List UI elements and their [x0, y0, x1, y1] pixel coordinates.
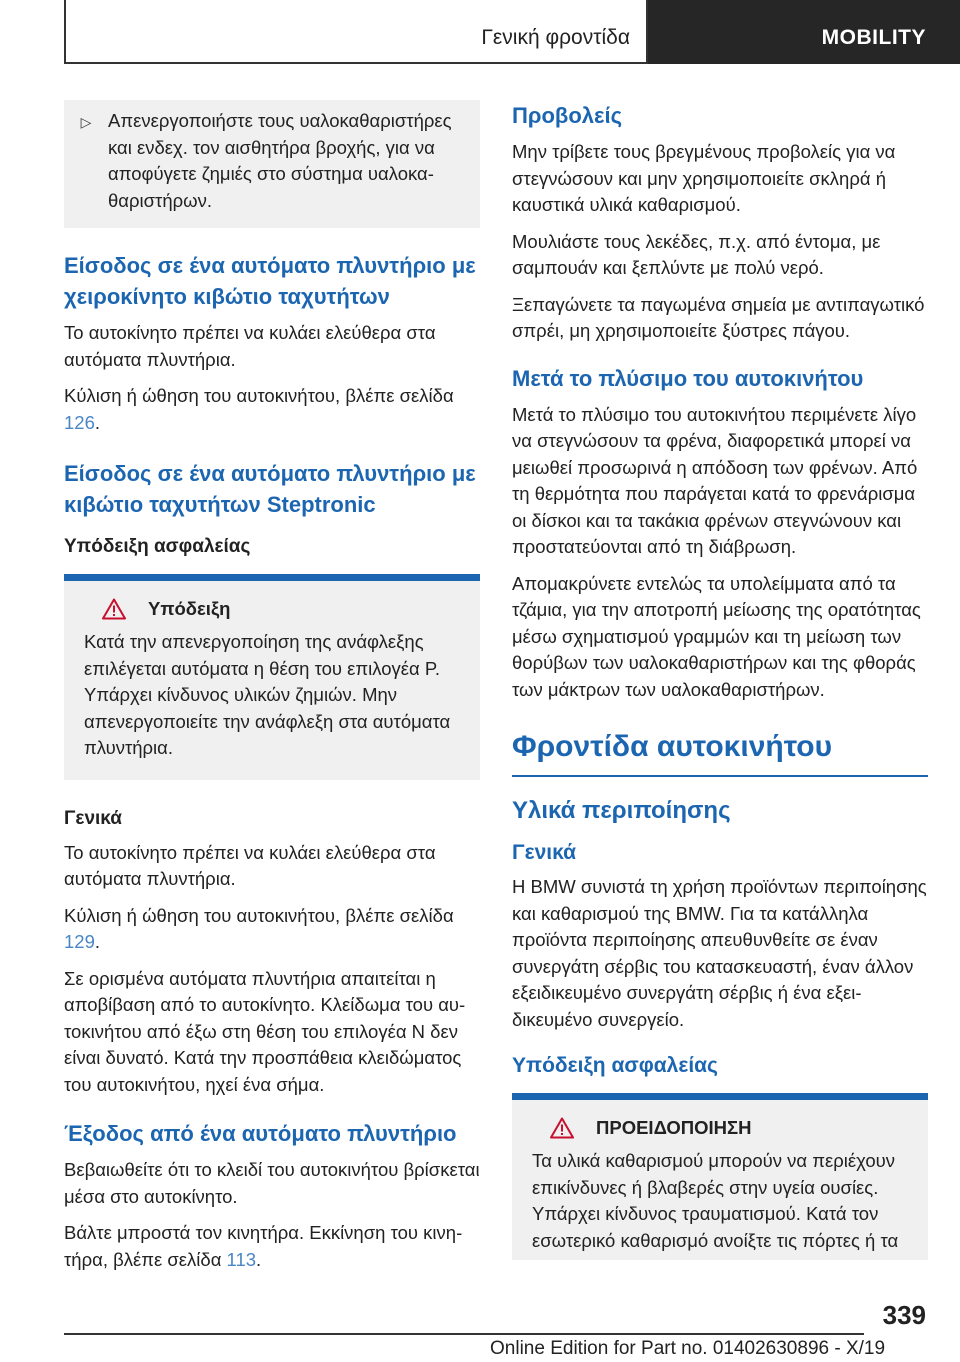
warning-header: [532, 1116, 908, 1140]
safety-heading: Υπόδειξη ασφαλείας: [64, 536, 251, 557]
safety-heading: Υπόδειξη ασφαλείας: [512, 1054, 718, 1077]
paragraph: Μετά το πλύσιμο του αυτοκινήτου περιμένετε λίγο να στεγνώσουν τα φρένα, διαφορετικά μπορεί να μειωθεί προσωρινά η απόδοση των φρένων. Από τη θερμότητα που παράγεται κατά το φρενάρισμα οι δίσκοι και τα τακάκια φρένων στεγνώνουν και προστατεύονται από τη διάβρωση.: [512, 403, 918, 557]
page-number: 339: [882, 1300, 926, 1330]
section-title-after-wash: Μετά το πλύσιμο του αυτοκινήτου: [512, 365, 864, 391]
subsection-title-care-products: Υλικά περιποίησης: [512, 797, 731, 824]
section-title-manual-entry: Είσοδος σε ένα αυτόματο πλυντήριο με χειροκίνητο κιβώτιο ταχυτήτων: [64, 253, 476, 309]
warning-box: [64, 574, 480, 780]
header-chapter-box: [648, 0, 960, 64]
paragraph: Απομακρύνετε εντελώς τα υπολείμματα από τα τζάμια, για την αποτροπή μείωσης της ορατότητας μέσω σχηματισμού γραμμών και τη μείωση των θορύβων των υαλοκαθαριστήρων και της φθοράς των μάκτρων των υαλοκαθαριστήρων.: [512, 572, 921, 700]
paragraph-with-link: [64, 383, 480, 436]
page-link-126[interactable]: 126: [64, 411, 95, 433]
paragraph-text: Κύλιση ή ώθηση του αυτοκινήτου, βλέπε σελίδα: [64, 904, 454, 926]
warning-title: Υπόδειξη: [148, 598, 231, 619]
header-chapter-title: MOBILITY: [821, 26, 926, 49]
section-title-steptronic-entry: Είσοδος σε ένα αυτόματο πλυντήριο με κιβώτιο ταχυτήτων Steptronic: [64, 461, 476, 517]
paragraph: Ξεπαγώνετε τα παγωμένα σημεία με αντιπαγωτικό σπρέι, μη χρησιμοποιείτε ξύστρες πάγου.: [512, 293, 925, 341]
paragraph: Σε ορισμένα αυτόματα πλυντήρια απαιτείται η αποβίβαση από το αυτοκίνητο. Κλείδωμα του αυτοκινήτου από έξω στη θέση του επιλογέα N δεν είναι δυνατό. Κατά την προσπάθεια κλειδώματος του αυτοκινήτου, ηχεί ένα σήμα.: [64, 967, 466, 1095]
general-heading: Γενικά: [64, 807, 122, 829]
paragraph: Βεβαιωθείτε ότι το κλειδί του αυτοκινήτου βρίσκεται μέσα στο αυτοκίνητο.: [64, 1159, 480, 1207]
paragraph-text: Κύλιση ή ώθηση του αυτοκινήτου, βλέπε σελίδα: [64, 385, 454, 406]
right-column: [512, 100, 928, 1260]
warning-box: [512, 1093, 928, 1260]
period: .: [94, 931, 101, 952]
triangle-bullet-icon: ▷: [80, 114, 92, 130]
header-section-title: Γενική φροντίδα: [481, 26, 630, 49]
warning-text: Κατά την απενεργοποίηση της ανάφλεξης επιλέγεται αυτόματα η θέση του επιλογέα P. Υπάρχει κίνδυνος υλικών ζημιών. Μην απενεργοποιείτε την ανάφλεξη στα αυτόματα πλυντήρια.: [84, 631, 451, 758]
paragraph: Μην τρίβετε τους βρεγμένους προβολείς για να στεγνώσουν και μην χρησιμοποιείτε σκληρά ή καυστικά υλικά καθαρισμού.: [512, 141, 896, 215]
paragraph: Η BMW συνιστά τη χρήση προϊόντων περιποίησης και καθαρισμού της BMW. Για τα κατάλληλα προϊόντα περιποίησης απευθυνθείτε σε έναν συνεργάτη σέρβις του κατασκευαστή, έναν άλλον εξειδικευμένο συνεργάτη σέρβις ή ένα εξειδικευμένο συνεργείο.: [512, 876, 927, 1030]
warning-header: [84, 597, 460, 621]
header-section-box: [64, 0, 648, 64]
section-title-headlights: Προβολείς: [512, 103, 623, 128]
warning-triangle-icon: [102, 598, 126, 620]
paragraph: Το αυτοκίνητο πρέπει να κυλάει ελεύθερα στα αυτόματα πλυντήρια.: [64, 841, 436, 889]
warning-title: ΠΡΟΕΙΔΟΠΟΙΗΣΗ: [596, 1117, 752, 1138]
footer-edition: Online Edition for Part no. 01402630896 - X/19: [490, 1338, 886, 1359]
bullet-box: [64, 100, 480, 228]
paragraph: Το αυτοκίνητο πρέπει να κυλάει ελεύθερα στα αυτόματα πλυντήρια.: [64, 322, 436, 370]
footer-divider: [64, 1333, 864, 1335]
period: .: [256, 1248, 262, 1270]
left-column: [64, 100, 480, 1283]
paragraph-with-link: [64, 903, 480, 956]
general-heading: Γενικά: [512, 841, 577, 864]
section-title-exit: Έξοδος από ένα αυτόματο πλυντήριο: [64, 1121, 457, 1146]
page-link-113[interactable]: 113: [226, 1248, 257, 1270]
paragraph: Μουλιάστε τους λεκέδες, π.χ. από έντομα, με σαμπουάν και ξεπλύντε με πολύ νερό.: [512, 230, 881, 278]
page-link-129[interactable]: 129: [64, 931, 95, 952]
period: .: [94, 411, 101, 433]
warning-triangle-icon: [550, 1117, 574, 1139]
bullet-text: Απενεργοποιήστε τους υαλοκαθαριστήρες και ενδεχ. τον αισθητήρα βροχής, για να αποφύγετε ζημιές στο σύστημα υαλοκαθαριστήρων.: [108, 110, 452, 211]
warning-text: Τα υλικά καθαρισμού μπορούν να περιέχουν επικίνδυνες ή βλαβερές στην υγεία ουσίες. Υπάρχει κίνδυνος τραυματισμού. Κατά τον εσωτερικό καθαρισμό ανοίξτε τις πόρτες ή τα: [532, 1150, 899, 1251]
chapter-title: Φροντίδα αυτοκινήτου: [512, 727, 928, 777]
paragraph-with-link: [64, 1220, 480, 1273]
paragraph-text: Βάλτε μπροστά τον κινητήρα. Εκκίνηση του κινητήρα, βλέπε σελίδα: [64, 1222, 463, 1270]
